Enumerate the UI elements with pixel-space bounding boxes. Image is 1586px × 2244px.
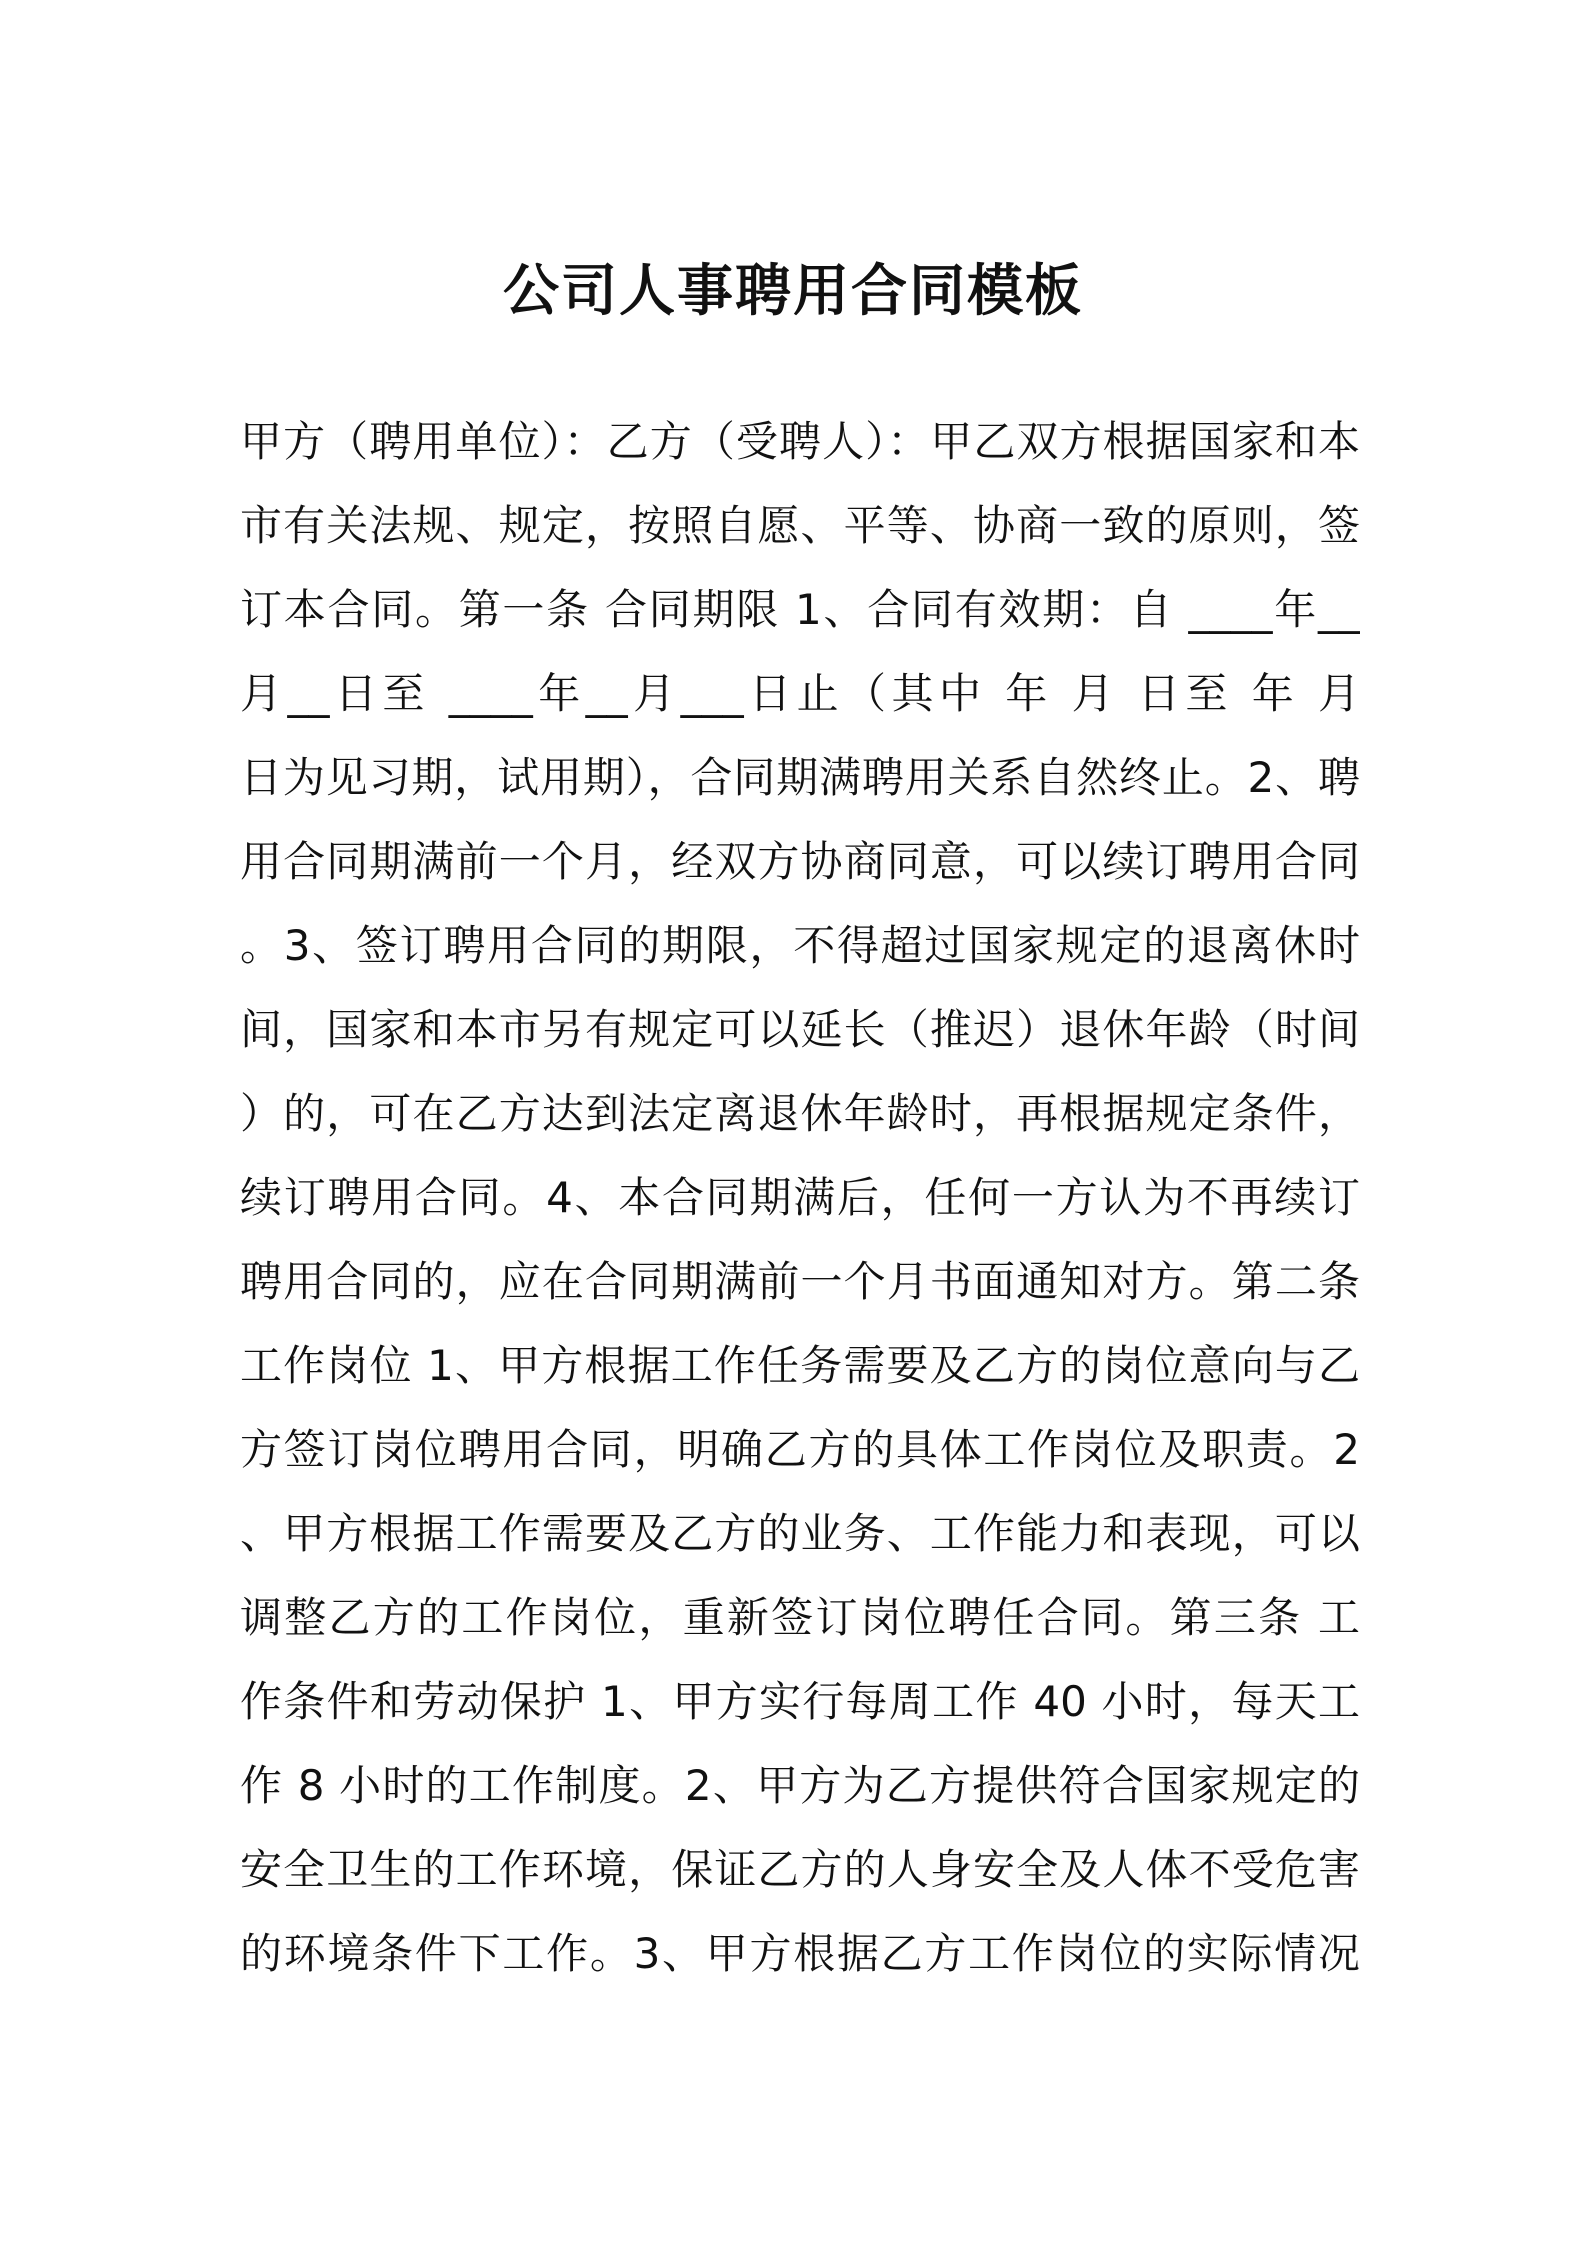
body-line: 、甲方根据工作需要及乙方的业务、工作能力和表现，可以 <box>240 1509 1360 1558</box>
body-line: 方签订岗位聘用合同，明确乙方的具体工作岗位及职责。2 <box>240 1425 1360 1474</box>
body-line: 作条件和劳动保护 1、甲方实行每周工作 40 小时，每天工 <box>240 1677 1360 1726</box>
body-line: 的环境条件下工作。3、甲方根据乙方工作岗位的实际情况 <box>240 1929 1360 1978</box>
body-line: 间，国家和本市另有规定可以延长（推迟）退休年龄（时间 <box>240 1005 1360 1054</box>
body-line: 。3、签订聘用合同的期限，不得超过国家规定的退离休时 <box>240 921 1360 970</box>
body-line: 月__日至 ____年__月___日止（其中 年 月 日至 年 月 <box>240 669 1360 718</box>
body-line: 调整乙方的工作岗位，重新签订岗位聘任合同。第三条 工 <box>240 1593 1360 1642</box>
body-line: 用合同期满前一个月，经双方协商同意，可以续订聘用合同 <box>240 837 1360 886</box>
body-line: 作 8 小时的工作制度。2、甲方为乙方提供符合国家规定的 <box>240 1761 1360 1810</box>
body-line: 甲方（聘用单位）：乙方（受聘人）：甲乙双方根据国家和本 <box>240 417 1360 466</box>
body-line: 市有关法规、规定，按照自愿、平等、协商一致的原则，签 <box>240 501 1360 550</box>
body-line: ）的，可在乙方达到法定离退休年龄时，再根据规定条件， <box>240 1089 1360 1138</box>
body-line: 续订聘用合同。4、本合同期满后，任何一方认为不再续订 <box>240 1173 1360 1222</box>
body-line: 订本合同。第一条 合同期限 1、合同有效期：自 ____年__ <box>240 585 1360 634</box>
document-body <box>240 400 1360 1996</box>
body-line: 安全卫生的工作环境，保证乙方的人身安全及人体不受危害 <box>240 1845 1360 1894</box>
body-line: 工作岗位 1、甲方根据工作任务需要及乙方的岗位意向与乙 <box>240 1341 1360 1390</box>
body-line: 日为见习期，试用期），合同期满聘用关系自然终止。2、聘 <box>240 753 1360 802</box>
body-line: 聘用合同的，应在合同期满前一个月书面通知对方。第二条 <box>240 1257 1360 1306</box>
document-title: 公司人事聘用合同模板 <box>503 259 1083 324</box>
